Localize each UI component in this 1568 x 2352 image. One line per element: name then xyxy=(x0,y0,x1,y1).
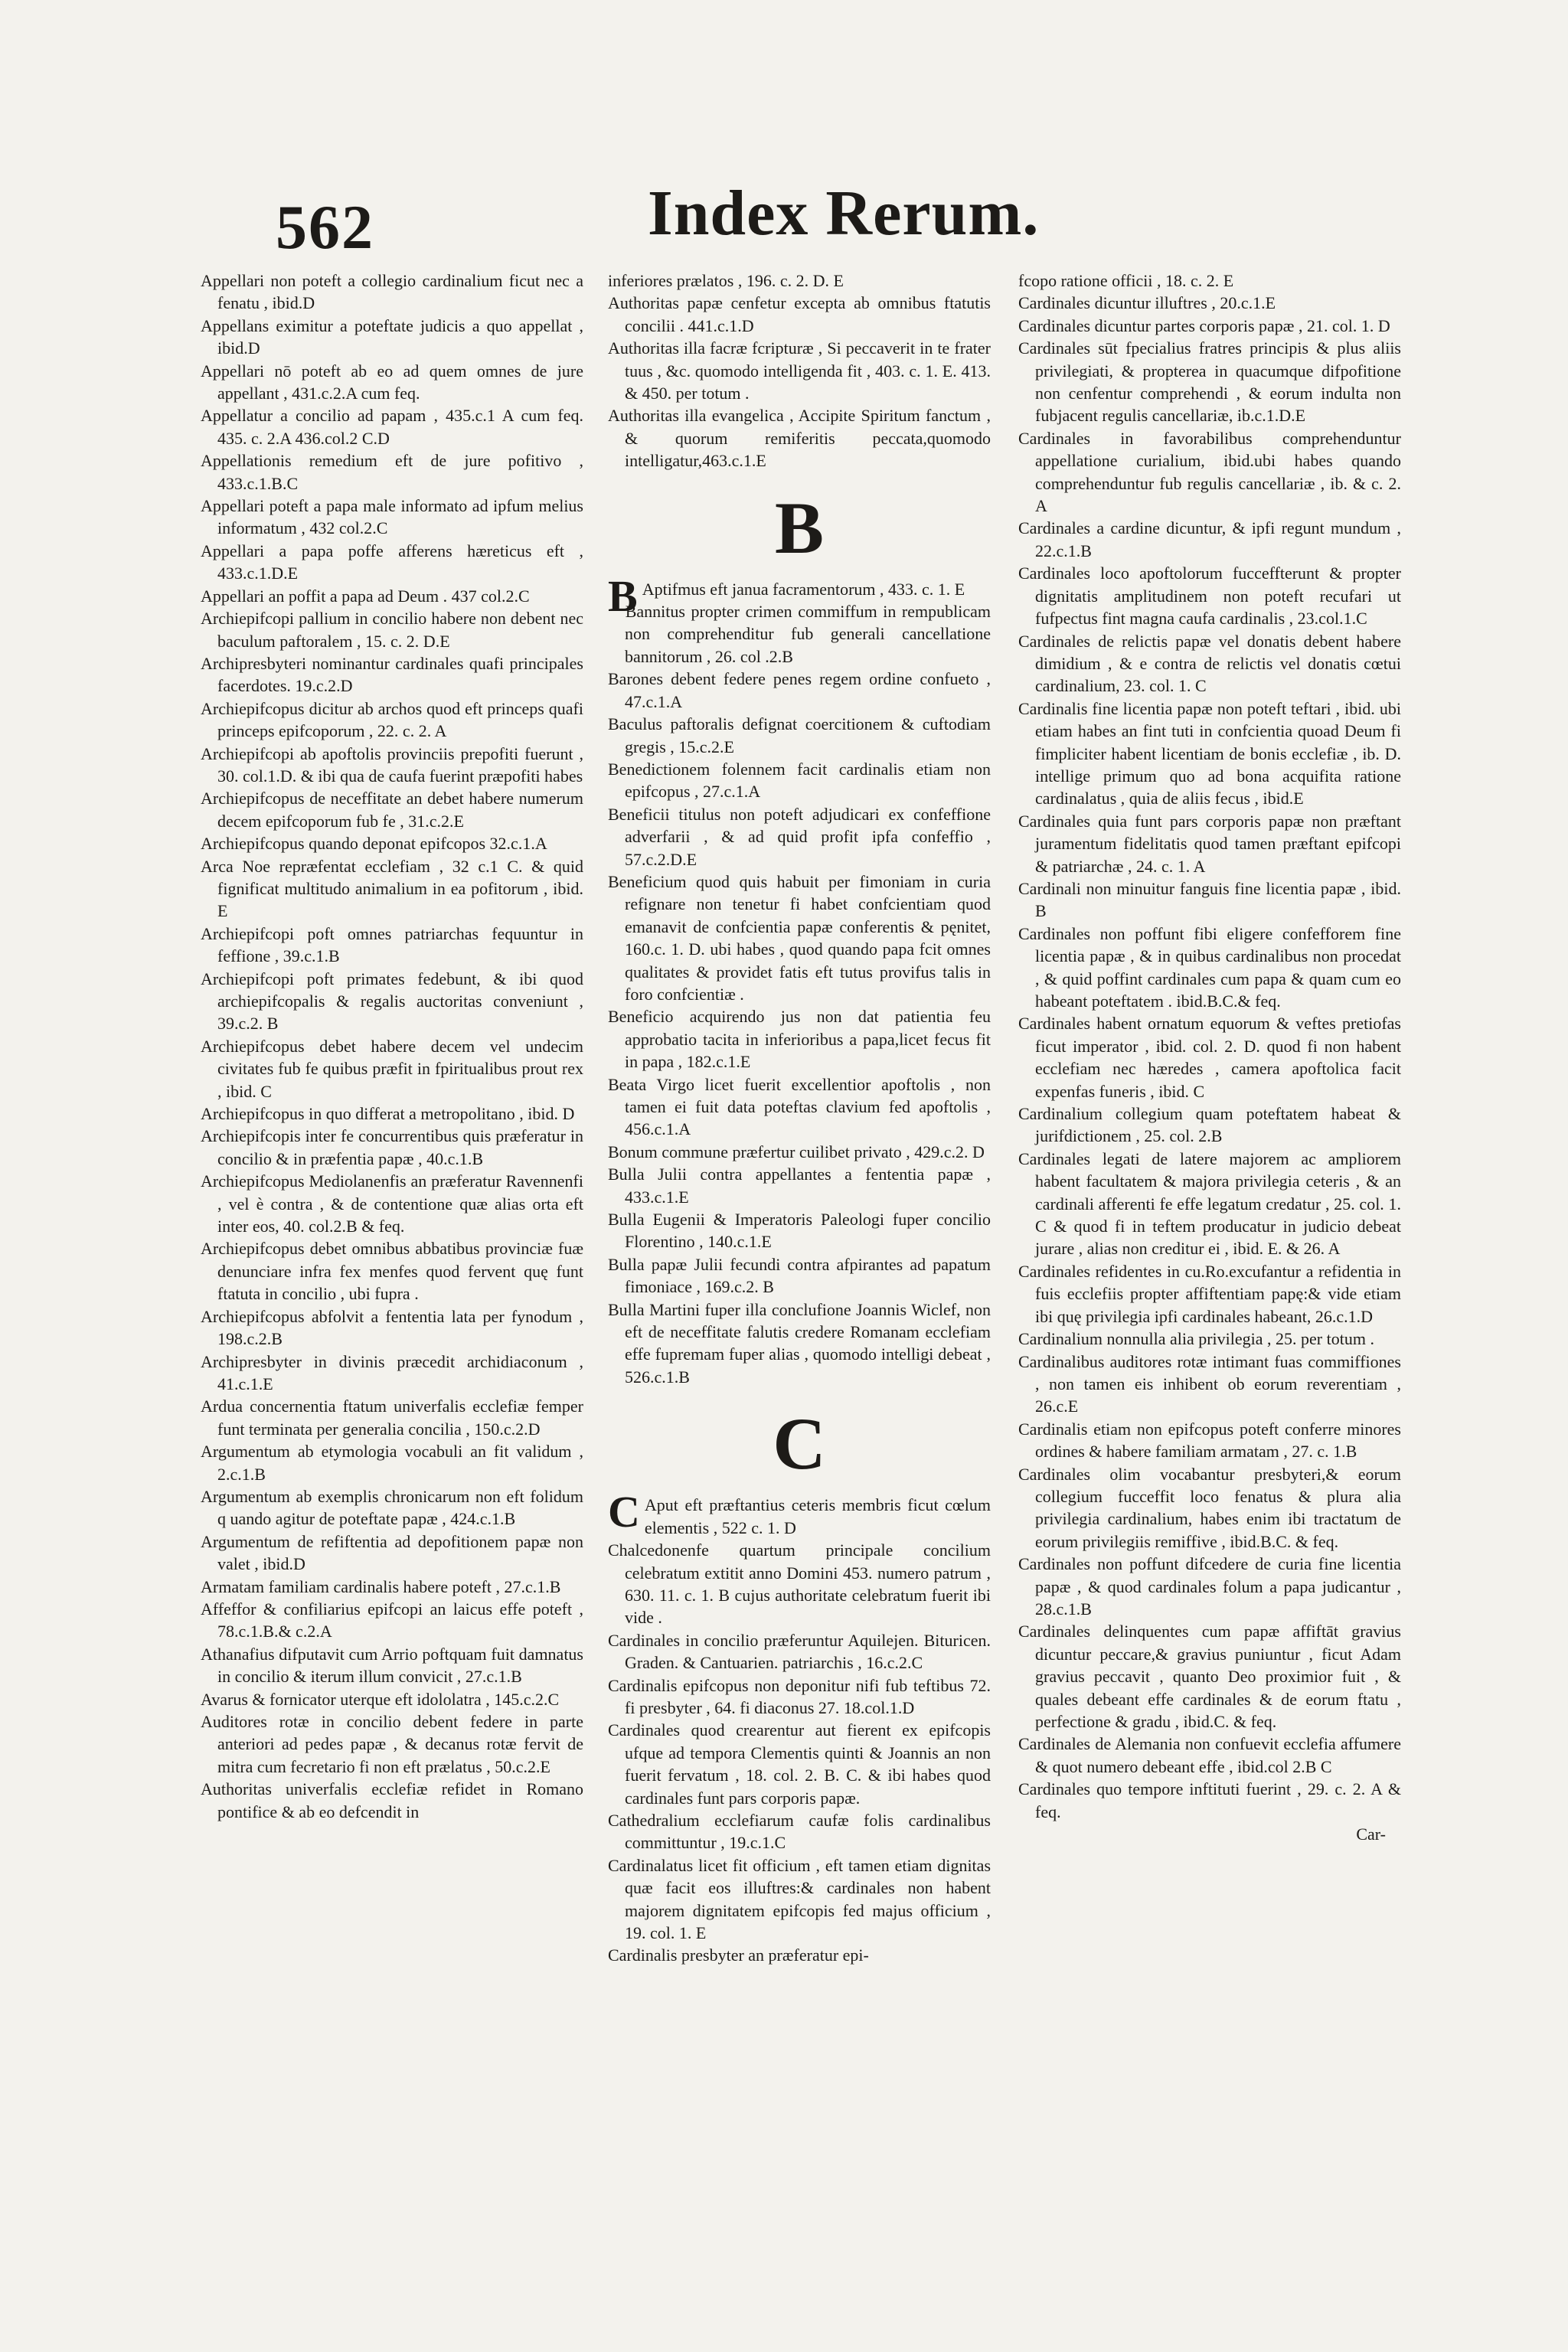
index-entry: Cardinales non poffunt fibi eligere confefforem fine licentia papæ , & in quibus cardinalibus non procedat , & quid poffint cardinales cum papa & quam cum eo habeant poteftatem . ibid.B.C.& feq. xyxy=(1018,923,1401,1011)
index-entry: Archipresbyteri nominantur cardinales quafi principales facerdotes. 19.c.2.D xyxy=(201,653,583,696)
index-entry: Cardinales a cardine dicuntur, & ipfi regunt mundum , 22.c.1.B xyxy=(1018,518,1401,560)
initial-capital-c: C xyxy=(608,1487,640,1537)
index-entry: Cardinales refidentes in cu.Ro.excufantur a refidentia in fuis ecclefiis propter affiftentiam papę:& vide etiam ibi quę privilegia ipfi cardinales habeant, 26.c.1.D xyxy=(1018,1261,1401,1326)
index-entry: Archiepifcopus Mediolanenfis an præferatur Ravennenfi , vel è contra , & de contentione quæ alias orta eft inter eos, 40. col.2.B & feq. xyxy=(201,1171,583,1236)
index-entry: Archiepifcopus dicitur ab archos quod eft princeps quafi princeps epifcoporum , 22. c. 2. A xyxy=(201,698,583,741)
index-entry: Authoritas papæ cenfetur excepta ab omnibus ftatutis concilii . 441.c.1.D xyxy=(608,293,991,335)
index-column-3 xyxy=(1018,270,1401,1845)
index-entry: Appellatur a concilio ad papam , 435.c.1 A cum feq. 435. c. 2.A 436.col.2 C.D xyxy=(201,406,583,448)
index-entry: Authoritas univerfalis ecclefiæ refidet in Romano pontifice & ab eo defcendit in xyxy=(201,1779,583,1821)
index-entry: Cardinales in concilio præferuntur Aquilejen. Bituricen. Graden. & Cantuarien. patriarchis , 16.c.2.C xyxy=(608,1630,991,1673)
page-title: Index Rerum. xyxy=(648,178,1040,249)
index-entry: Archiepifcopus abfolvit a fententia lata per fynodum , 198.c.2.B xyxy=(201,1306,583,1349)
index-entry: Avarus & fornicator uterque eft idololatra , 145.c.2.C xyxy=(201,1689,560,1709)
index-entry: Bulla papæ Julii fecundi contra afpirantes ad papatum fimoniace , 169.c.2. B xyxy=(608,1254,991,1297)
index-entry: Cardinales legati de latere majorem ac ampliorem habent facultatem & majora privilegia ceteris , & an cardinali afferenti fe effe legatum credatur , 25. col. 1. C & quod fi in teftem producatur in judicio debeat jurare , alias non creditur ei , ibid. E. & 26. A xyxy=(1018,1148,1401,1259)
index-entry: Benedictionem folennem facit cardinalis etiam non epifcopus , 27.c.1.A xyxy=(608,759,991,802)
index-entry: Cardinales quo tempore inftituti fuerint , 29. c. 2. A & feq. xyxy=(1018,1779,1401,1821)
index-entry: Cathedralium ecclefiarum caufæ folis cardinalibus committuntur , 19.c.1.C xyxy=(608,1810,991,1853)
index-entry: Archipresbyter in divinis præcedit archidiaconum , 41.c.1.E xyxy=(201,1351,583,1393)
index-entry: Cardinalibus auditores rotæ intimant fuas commiffiones , non tamen eis inhibent ob eorum reverentiam , 26.c.E xyxy=(1018,1351,1401,1416)
catchword: Car- xyxy=(1356,1824,1386,1844)
index-entry: Appellationis remedium eft de jure pofitivo , 433.c.1.B.C xyxy=(201,451,583,493)
index-entry: Cardinales quia funt pars corporis papæ non præftant juramentum fidelitatis quod tamen præftant epifcopi & patriarchæ , 24. c. 1. A xyxy=(1018,811,1401,876)
index-entry: Cardinales non poffunt difcedere de curia fine licentia papæ , & quod cardinales folum a papa judicantur , 28.c.1.B xyxy=(1018,1554,1401,1619)
index-column-2 xyxy=(608,270,991,1967)
index-entry: Cardinales de relictis papæ vel donatis debent habere dimidium , & e contra de relictis vel donatis cœtui cardinalium, 23. col. 1. C xyxy=(1018,631,1401,696)
index-entry: Bulla Martini fuper illa conclufione Joannis Wiclef, non eft de neceffitate falutis credere Romanam ecclefiam effe fupremam fuper alias , quomodo intelligi debeat , 526.c.1.B xyxy=(608,1299,991,1387)
index-entry: Beata Virgo licet fuerit excellentior apoftolis , non tamen ei fuit data poteftas clavium fed apoftolis , 456.c.1.A xyxy=(608,1074,991,1139)
index-entry: Appellari a papa poffe afferens hæreticus eft , 433.c.1.D.E xyxy=(201,541,583,583)
index-entry: Cardinales delinquentes cum papæ affiftāt gravius dicuntur peccare,& gravius puniuntur , ficut Adam gravius peccavit , quanto Deo proximior fuit , & quales debeant effe cardinales & de eorum ftatu , perfectione & gradu , ibid.C. & feq. xyxy=(1018,1622,1401,1731)
index-entry: Cardinalis etiam non epifcopus poteft conferre minores ordines & habere familiam armatam , 27. c. 1.B xyxy=(1018,1419,1401,1462)
index-entry: Archiepifcopus debet habere decem vel undecim civitates fub fe quibus præfit in fpiritualibus prout rex , ibid. C xyxy=(201,1036,583,1101)
index-entry: Appellari an poffit a papa ad Deum . 437 col.2.C xyxy=(201,586,530,606)
index-entry: Cardinales quod crearentur aut fierent ex epifcopis ufque ad tempora Clementis quinti & Joannis an non fuerit fervatum , 18. col. 2. B. C. & ibi habes quod cardinales funt pars corporis papæ. xyxy=(608,1720,991,1808)
index-entry: Baculus paftoralis defignat coercitionem & cuftodiam gregis , 15.c.2.E xyxy=(608,714,991,756)
index-entry: Beneficium quod quis habuit per fimoniam in curia refignare non tenetur fi habet confcientiam quod emanavit de confcientia papæ conferentis & pęnitet, 160.c. 1. D. ubi habes , quod quando papa fcit omnes qualitates & providet fatis eft tutus provifus talis in foro confcientiæ . xyxy=(608,871,991,1004)
index-entry: Argumentum de refiftentia ad depofitionem papæ non valet , ibid.D xyxy=(201,1531,583,1574)
index-entry: inferiores prælatos , 196. c. 2. D. E xyxy=(608,271,844,290)
index-entry: Cardinales dicuntur partes corporis papæ , 21. col. 1. D xyxy=(1018,315,1390,335)
index-entry: fcopo ratione officii , 18. c. 2. E xyxy=(1018,271,1234,290)
index-entry: Archiepifcopi poft primates fedebunt, & ibi quod archiepifcopalis & regalis auctoritas conveniunt , 39.c.2. B xyxy=(201,969,583,1034)
index-entry: Beneficii titulus non poteft adjudicari ex confeffione adverfarii , & ad quid profit ipfa confeffio , 57.c.2.D.E xyxy=(608,804,991,869)
index-entry: Cardinales habent ornatum equorum & veftes pretiofas ficut imperator , ibid. col. 2. D. quod fi non habent ecclefiam nec hæredes , camera apoftolica facit expenfas funeris , ibid. C xyxy=(1018,1014,1401,1101)
index-entry: Cardinales sūt fpecialius fratres principis & plus aliis privilegiati, & propterea in quacumque difpofitione non cenfentur comprehendi , & eorum indulta non fubjacent regulis cancellariæ, ib.c.1.D.E xyxy=(1018,338,1401,426)
index-entry: Archiepifcopus debet omnibus abbatibus provinciæ fuæ denunciare infra fex menfes quod fervent quę funt ftatuta in concilio , ubi fupra . xyxy=(201,1239,583,1304)
index-entry: Archiepifcopus de neceffitate an debet habere numerum decem epifcoporum fub fe , 31.c.2.E xyxy=(201,789,583,831)
index-entry: Archiepifcopi ab apoftolis provinciis prepofiti fuerunt , 30. col.1.D. & ibi qua de caufa fuerint præpofiti habes xyxy=(201,743,583,786)
index-entry: Chalcedonenfe quartum principale concilium celebratum extitit anno Domini 453. numero patrum , 630. 11. c. 1. B cujus authoritate celebratum fuerit ibi vide . xyxy=(608,1540,991,1628)
index-column-1 xyxy=(201,270,583,1823)
index-entry: Bannitus propter crimen commiffum in rempublicam non comprehenditur fub generali cancellatione bannitorum , 26. col .2.B xyxy=(625,602,991,666)
index-entry: Argumentum ab exemplis chronicarum non eft folidum q uando agitur de poteftate papæ , 424.c.1.B xyxy=(201,1486,583,1529)
section-letter-c: C xyxy=(773,1403,826,1485)
index-entry: Archiepifcopus in quo differat a metropolitano , ibid. D xyxy=(201,1104,575,1124)
index-entry: Cardinali non minuitur fanguis fine licentia papæ , ibid. B xyxy=(1018,878,1401,921)
index-entry: Affeffor & confiliarius epifcopi an laicus effe poteft , 78.c.1.B.& c.2.A xyxy=(201,1599,583,1642)
index-entry: Argumentum ab etymologia vocabuli an fit validum , 2.c.1.B xyxy=(201,1442,583,1484)
entry-text: Aptifmus eft janua facramentorum , 433. c. 1. E xyxy=(642,579,965,599)
index-entry: Barones debent federe penes regem ordine confueto , 47.c.1.A xyxy=(608,669,991,711)
index-entry: Bonum commune præfertur cuilibet privato , 429.c.2. D xyxy=(608,1142,985,1161)
section-letter-b: B xyxy=(774,486,825,569)
index-entry: Cardinalis fine licentia papæ non poteft teftari , ibid. ubi etiam habes an fint tuti in confcientia quoad Deum fi fimpliciter habent licentiam de bonis ecclefiæ , ib. D. intellige primum quo ad bona acquifita ratione cardinalatus , quia de aliis fecus , ibid.E xyxy=(1018,698,1401,808)
index-entry: Appellans eximitur a poteftate judicis a quo appellat , ibid.D xyxy=(201,315,583,358)
initial-capital-b: B xyxy=(608,570,638,621)
index-entry: Cardinalium nonnulla alia privilegia , 25. per totum . xyxy=(1018,1329,1374,1349)
index-entry: Archiepifcopus quando deponat epifcopos 32.c.1.A xyxy=(201,834,547,854)
index-entry: Cardinalis epifcopus non deponitur nifi fub teftibus 72. fi presbyter , 64. fi diaconus 27. 18.col.1.D xyxy=(608,1675,991,1717)
index-entry: Bulla Eugenii & Imperatoris Paleologi fuper concilio Florentino , 140.c.1.E xyxy=(608,1210,991,1252)
entry-text: Aput eft præftantius ceteris membris ficut cœlum elementis , 522 c. 1. D xyxy=(644,1495,991,1537)
index-entry: Beneficio acquirendo jus non dat patientia feu approbatio tacita in inferioribus a papa,licet fecus fit in papa , 182.c.1.E xyxy=(608,1007,991,1072)
index-entry: Cardinales olim vocabantur presbyteri,& eorum collegium fucceffit loco fenatus & plura alia privilegia cardinalium, habes enim ibi tractatum de eorum privilegiis remiffive , ibid.B.C. & feq. xyxy=(1018,1464,1401,1551)
index-entry: Cardinales de Alemania non confuevit ecclefia affumere & quot numero debeant effe , ibid.col 2.B C xyxy=(1018,1734,1401,1776)
index-entry: Cardinalium collegium quam poteftatem habeat & jurifdictionem , 25. col. 2.B xyxy=(1018,1104,1401,1146)
index-entry: Armatam familiam cardinalis habere poteft , 27.c.1.B xyxy=(201,1576,561,1596)
index-entry: Cardinales in favorabilibus comprehenduntur appellatione curialium, ibid.ubi habes quando comprehenduntur fub regulis cancellariæ , ib. & c. 2. A xyxy=(1018,428,1401,516)
index-entry: Cardinales dicuntur illuftres , 20.c.1.E xyxy=(1018,293,1276,313)
index-entry-lead-c xyxy=(608,1487,991,1539)
page-number: 562 xyxy=(276,192,374,262)
index-entry: Cardinalis presbyter an præferatur epi- xyxy=(608,1945,869,1965)
index-entry-lead-b xyxy=(608,570,991,621)
index-entry: Appellari nō poteft ab eo ad quem omnes de jure appellant , 431.c.2.A cum feq. xyxy=(201,361,583,403)
index-entry: Authoritas illa evangelica , Accipite Spiritum fanctum , & quorum remiferitis peccata,quomodo intelligatur,463.c.1.E xyxy=(608,406,991,471)
index-entry: Cardinalatus licet fit officium , eft tamen etiam dignitas quæ facit eos illuftres:& cardinales non habent majorem dignitatem epifcopis fed majus officium , 19. col. 1. E xyxy=(608,1855,991,1942)
index-entry: Archiepifcopis inter fe concurrentibus quis præferatur in concilio & in præfentia papæ , 40.c.1.B xyxy=(201,1126,583,1168)
index-entry: Archiepifcopi poft omnes patriarchas fequuntur in feffione , 39.c.1.B xyxy=(201,923,583,966)
index-entry: Authoritas illa facræ fcripturæ , Si peccaverit in te frater tuus , &c. quomodo intelligenda fit , 403. c. 1. E. 413. & 450. per totum . xyxy=(608,338,991,403)
index-entry: Appellari non poteft a collegio cardinalium ficut nec a fenatu , ibid.D xyxy=(201,271,583,313)
index-entry: Cardinales loco apoftolorum fucceffterunt & propter dignitatis amplitudinem non poteft recufari ut fufpectus fint magna caufa cardinalis , 23.col.1.C xyxy=(1018,564,1401,629)
index-entry: Athanafius difputavit cum Arrio poftquam fuit damnatus in concilio & iterum illum convicit , 27.c.1.B xyxy=(201,1644,583,1687)
index-entry: Ardua concernentia ftatum univerfalis ecclefiæ femper funt terminata per generalia concilia , 150.c.2.D xyxy=(201,1396,583,1439)
index-entry: Archiepifcopi pallium in concilio habere non debent nec baculum paftoralem , 15. c. 2. D.E xyxy=(201,609,583,651)
index-entry: Bulla Julii contra appellantes a fententia papæ , 433.c.1.E xyxy=(608,1165,991,1207)
index-entry: Arca Noe repræfentat ecclefiam , 32 c.1 C. & quid fignificat multitudo animalium in ea pofitorum , ibid. E xyxy=(201,856,583,921)
index-entry: Appellari poteft a papa male informato ad ipfum melius informatum , 432 col.2.C xyxy=(201,496,583,538)
index-entry: Auditores rotæ in concilio debent federe in parte anteriori ad pedes papæ , & decanus rotæ fervit de mitra cum fecretario fi non eft prælatus , 50.c.2.E xyxy=(201,1712,583,1776)
